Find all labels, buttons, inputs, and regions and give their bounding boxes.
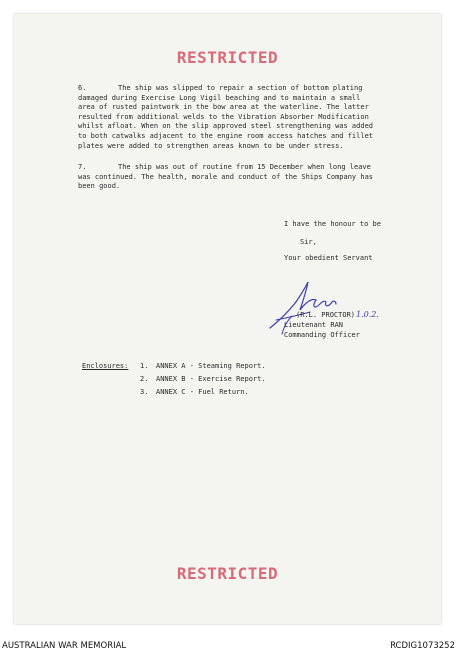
enclosures-list	[140, 362, 266, 401]
handwritten-date: 1.0.2.	[356, 310, 379, 319]
restricted-stamp-top: RESTRICTED	[176, 48, 279, 67]
paragraph-6-text: The ship was slipped to repair a section of bottom plating damaged during Exercise Long Vigil beaching and to maintain a small area of rusted paintwork in the bow area at the waterline. The latter resulted from additional welds to the Vibration Absorber Modification whilst afloat. When on the slip approved steel strengthening was added to both catwalks adjacent to the engine room access hatches and fillet plates were added to strengthen areas known to be under stress.	[78, 84, 374, 150]
enclosure-item	[140, 375, 266, 388]
paragraph-6	[78, 84, 378, 151]
closing-line-1: I have the honour to be	[284, 220, 381, 228]
paragraph-7-number: 7.	[78, 163, 87, 171]
document-page	[14, 14, 441, 624]
enclosure-item	[140, 388, 266, 401]
archive-reference: RCDIG1073252	[390, 641, 455, 651]
signatory-role: Commanding Officer	[284, 331, 360, 339]
signature-block	[284, 310, 360, 340]
signatory-name: (R.L. PROCTOR)	[296, 311, 356, 319]
enclosures-label: Enclosures:	[82, 362, 129, 370]
archive-name: AUSTRALIAN WAR MEMORIAL	[2, 641, 127, 651]
enclosure-text: ANNEX C - Fuel Return.	[156, 388, 249, 396]
paragraph-6-number: 6.	[78, 84, 87, 92]
paragraph-7	[78, 163, 378, 192]
enclosure-text: ANNEX B - Exercise Report.	[156, 375, 266, 383]
archive-footer	[0, 636, 459, 654]
paragraph-7-text: The ship was out of routine from 15 December when long leave was continued. The health, morale and conduct of the Ships Company has been good.	[78, 163, 374, 191]
closing-line-2: Sir,	[300, 238, 317, 246]
enclosure-number: 1.	[140, 362, 149, 370]
closing-line-3: Your obedient Servant	[284, 254, 373, 262]
enclosure-number: 2.	[140, 375, 149, 383]
enclosure-text: ANNEX A - Steaming Report.	[156, 362, 266, 370]
restricted-stamp-bottom: RESTRICTED	[176, 564, 279, 583]
enclosure-item	[140, 362, 266, 375]
enclosure-number: 3.	[140, 388, 149, 396]
signatory-rank: Lieutenant RAN	[284, 321, 344, 329]
